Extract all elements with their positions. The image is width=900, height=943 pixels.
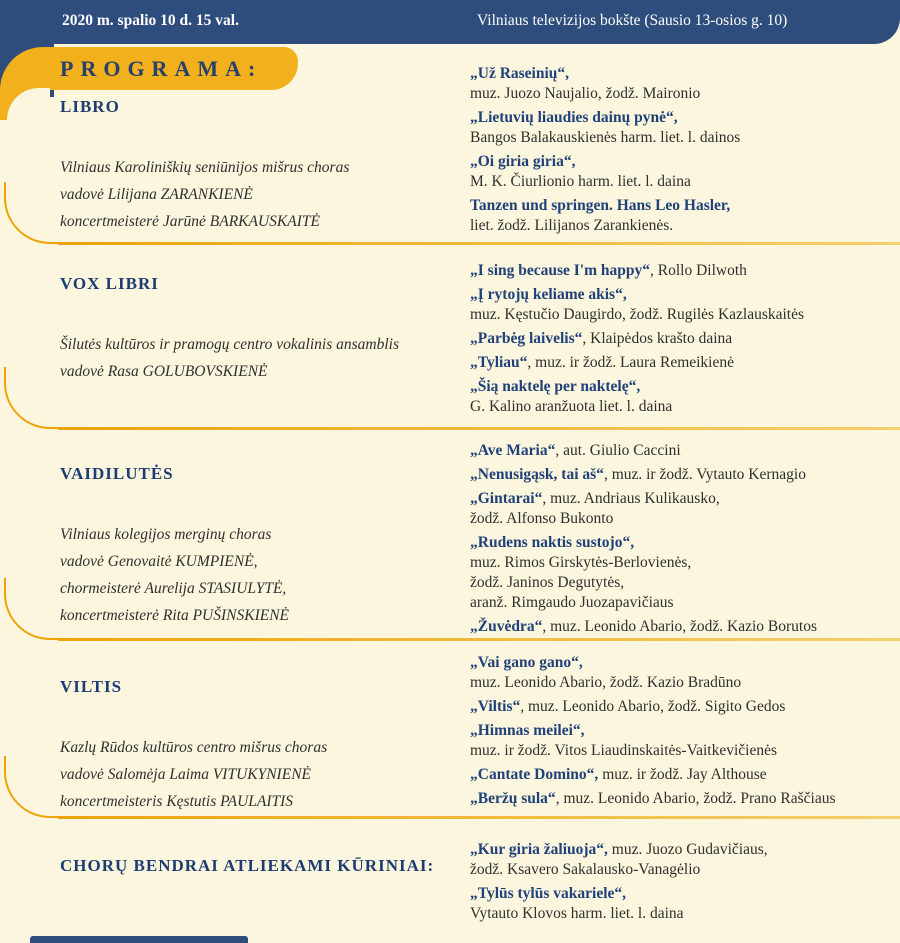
song-credit-line: muz. ir žodž. Vitos Liaudinskaitės-Vaitkevičienės — [470, 742, 777, 759]
song-credit-inline: , muz. Leonido Abario, žodž. Kazio Borutos — [542, 618, 817, 635]
separator-curve — [4, 182, 64, 244]
song-credit-line: aranž. Rimgaudo Juozapavičiaus — [470, 594, 674, 611]
event-location: Vilniaus televizijos bokšte (Sausio 13-osios g. 10) — [477, 12, 788, 29]
song-credit-inline: , aut. Giulio Caccini — [555, 442, 681, 459]
song-title: „Ave Maria“ — [470, 442, 556, 459]
song-item — [470, 285, 900, 325]
song-item — [470, 441, 900, 461]
song-title: „Rudens naktis sustojo“, — [470, 534, 635, 551]
song-title: „Tylūs tylūs vakariele“, — [470, 885, 627, 902]
choir-info-block — [60, 855, 460, 877]
song-title: Tanzen und springen. Hans Leo Hasler, — [470, 197, 731, 214]
song-item — [470, 465, 900, 485]
choir-description-line: vadovė Rasa GOLUBOVSKIENĖ — [60, 363, 268, 380]
song-item — [470, 765, 900, 785]
song-list — [470, 653, 900, 813]
event-datetime: 2020 m. spalio 10 d. 15 val. — [62, 12, 239, 29]
song-item — [470, 721, 900, 761]
song-title: „Beržų sula“ — [470, 790, 556, 807]
choir-description-line: koncertmeisterė Rita PUŠINSKIENĖ — [60, 607, 290, 624]
song-credit-line: muz. Kęstučio Daugirdo, žodž. Rugilės Kazlauskaitės — [470, 306, 805, 323]
separator-line — [58, 242, 900, 245]
song-item — [470, 789, 900, 809]
header-bar — [0, 0, 900, 44]
choir-description-line: koncertmeisterė Jarūnė BARKAUSKAITĖ — [60, 213, 320, 230]
choir-description-line: Vilniaus kolegijos merginų choras — [60, 526, 272, 543]
choir-description-line: vadovė Lilijana ZARANKIENĖ — [60, 186, 253, 203]
song-credit-line: žodž. Janinos Degutytės, — [470, 574, 625, 591]
song-title: „Tyliau“ — [470, 354, 528, 371]
song-credit-line: M. K. Čiurlionio harm. liet. l. daina — [470, 173, 691, 190]
song-item — [470, 353, 900, 373]
choir-description-line: koncertmeisteris Kęstutis PAULAITIS — [60, 793, 294, 810]
song-title: „Himnas meilei“, — [470, 722, 585, 739]
song-credit-line: muz. Juozo Naujalio, žodž. Maironio — [470, 85, 701, 102]
song-title: „Vai gano gano“, — [470, 654, 583, 671]
song-list — [470, 64, 900, 240]
choir-name-heading: LIBRO — [60, 97, 120, 116]
choir-description-line: chormeisterė Aurelija STASIULYTĖ, — [60, 580, 287, 597]
song-credit-line: liet. žodž. Lilijanos Zarankienės. — [470, 217, 674, 234]
song-title: „Cantate Domino“, — [470, 766, 599, 783]
song-credit-inline: , muz. ir žodž. Vytauto Kernagio — [603, 466, 806, 483]
separator-curve — [4, 756, 64, 818]
song-credit-inline: muz. ir žodž. Jay Althouse — [598, 766, 767, 783]
choir-description — [60, 154, 460, 235]
song-title: „I sing because I'm happy“ — [470, 262, 651, 279]
choir-info-block — [60, 463, 460, 629]
song-title: „Už Raseinių“, — [470, 65, 570, 82]
choir-description-line: vadovė Genovaitė KUMPIENĖ, — [60, 553, 258, 570]
choir-description — [60, 331, 460, 385]
song-item — [470, 489, 900, 529]
song-item — [470, 617, 900, 637]
separator-curve — [4, 578, 64, 640]
song-title: „Kur giria žaliuoja“, — [470, 841, 608, 858]
song-item — [470, 377, 900, 417]
song-title: „Parbėg laivelis“ — [470, 330, 583, 347]
song-title: „Į rytojų keliame akis“, — [470, 286, 627, 303]
choir-name-heading: CHORŲ BENDRAI ATLIEKAMI KŪRINIAI: — [60, 856, 435, 875]
song-item — [470, 261, 900, 281]
choir-description — [60, 521, 460, 629]
choir-name-heading: VAIDILUTĖS — [60, 464, 174, 483]
song-item — [470, 64, 900, 104]
footer-bar — [30, 936, 248, 943]
song-list — [470, 840, 900, 928]
song-title: „Gintarai“ — [470, 490, 543, 507]
song-item — [470, 329, 900, 349]
song-title: „Nenusigąsk, tai aš“ — [470, 466, 604, 483]
song-title: „Oi giria giria“, — [470, 153, 576, 170]
separator-line — [58, 427, 900, 430]
choir-description-line: Šilutės kultūros ir pramogų centro vokalinis ansamblis — [60, 336, 399, 353]
song-item — [470, 108, 900, 148]
song-item — [470, 653, 900, 693]
song-credit-inline: muz. Juozo Gudavičiaus, — [607, 841, 768, 858]
song-title: „Žuvėdra“ — [470, 618, 543, 635]
song-item — [470, 884, 900, 924]
song-credit-inline: , muz. Leonido Abario, žodž. Prano Raščiaus — [555, 790, 836, 807]
song-item — [470, 196, 900, 236]
song-item — [470, 152, 900, 192]
song-credit-line: žodž. Alfonso Bukonto — [470, 510, 614, 527]
song-item — [470, 840, 900, 880]
song-list — [470, 441, 900, 641]
program-label: PROGRAMA: — [60, 56, 263, 81]
song-credit-line: muz. Leonido Abario, žodž. Kazio Bradūno — [470, 674, 742, 691]
song-credit-line: žodž. Ksavero Sakalausko-Vanagėlio — [470, 861, 701, 878]
song-credit-inline: , Rollo Dilwoth — [650, 262, 747, 279]
choir-name-heading: VOX LIBRI — [60, 274, 159, 293]
song-title: „Viltis“ — [470, 698, 521, 715]
choir-info-block — [60, 676, 460, 815]
song-credit-inline: , Klaipėdos krašto daina — [582, 330, 733, 347]
song-credit-inline: , muz. Andriaus Kulikausko, — [542, 490, 720, 507]
song-item — [470, 697, 900, 717]
song-credit-inline: , muz. Leonido Abario, žodž. Sigito Gedos — [520, 698, 786, 715]
choir-info-block — [60, 273, 460, 385]
choir-description-line: Kazlų Rūdos kultūros centro mišrus choras — [60, 739, 328, 756]
separator-curve — [4, 367, 64, 429]
song-credit-inline: , muz. ir žodž. Laura Remeikienė — [527, 354, 735, 371]
choir-description-line: vadovė Salomėja Laima VITUKYNIENĖ — [60, 766, 311, 783]
song-credit-line: G. Kalino aranžuota liet. l. daina — [470, 398, 673, 415]
choir-description — [60, 734, 460, 815]
song-item — [470, 533, 900, 613]
choir-description-line: Vilniaus Karoliniškių seniūnijos mišrus choras — [60, 159, 350, 176]
choir-name-heading: VILTIS — [60, 677, 123, 696]
separator-line — [58, 816, 900, 819]
song-title: „Lietuvių liaudies dainų pynė“, — [470, 109, 678, 126]
song-credit-line: Vytauto Klovos harm. liet. l. daina — [470, 905, 684, 922]
choir-info-block — [60, 96, 460, 235]
song-title: „Šią naktelę per naktelę“, — [470, 378, 641, 395]
song-credit-line: Bangos Balakauskienės harm. liet. l. dainos — [470, 129, 741, 146]
song-credit-line: muz. Rimos Girskytės-Berlovienės, — [470, 554, 692, 571]
song-list — [470, 261, 900, 421]
